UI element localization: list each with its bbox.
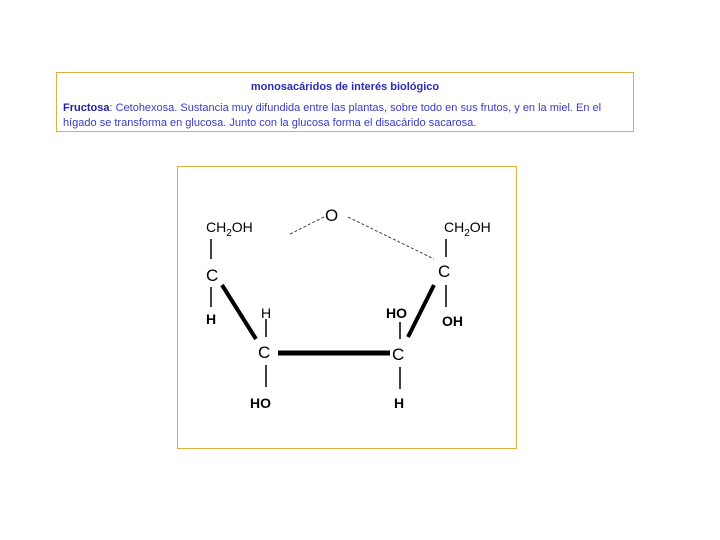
- c2-carbon: C: [206, 266, 219, 285]
- fructose-diagram: [177, 166, 517, 449]
- c3-bottom-ho: HO: [250, 395, 271, 411]
- bond-c5-c4: [408, 285, 434, 337]
- bond-o-c5: [348, 217, 434, 259]
- bond-c2-c3: [222, 285, 256, 339]
- c4-carbon: C: [392, 345, 405, 364]
- c5-bottom-oh: OH: [442, 313, 463, 329]
- info-box: [56, 72, 634, 132]
- c3-top-h: H: [261, 305, 272, 321]
- bond-c2-o: [290, 217, 324, 234]
- info-text: [63, 101, 627, 131]
- c5-top-group: $CH_2OH$: [444, 219, 491, 239]
- c3-carbon: C: [258, 343, 271, 362]
- fructose-structure: [178, 167, 518, 450]
- info-title: monosacáridos de interés biológico: [250, 81, 440, 93]
- c5-carbon: C: [438, 262, 451, 281]
- c4-bottom-h: H: [394, 395, 405, 411]
- c4-top-ho: HO: [386, 305, 407, 321]
- info-term: Fructosa: [63, 102, 110, 114]
- c2-bottom-h: H: [206, 311, 217, 327]
- info-body: : Cetohexosa. Sustancia muy difundida entre las plantas, sobre todo en sus frutos, y en la miel. En el hígado se transforma en glucosa. Junto con la glucosa forma el disacárido sacarosa.: [63, 102, 602, 129]
- c2-top-group: $CH_2OH$: [206, 219, 253, 239]
- ring-oxygen: O: [325, 206, 339, 225]
